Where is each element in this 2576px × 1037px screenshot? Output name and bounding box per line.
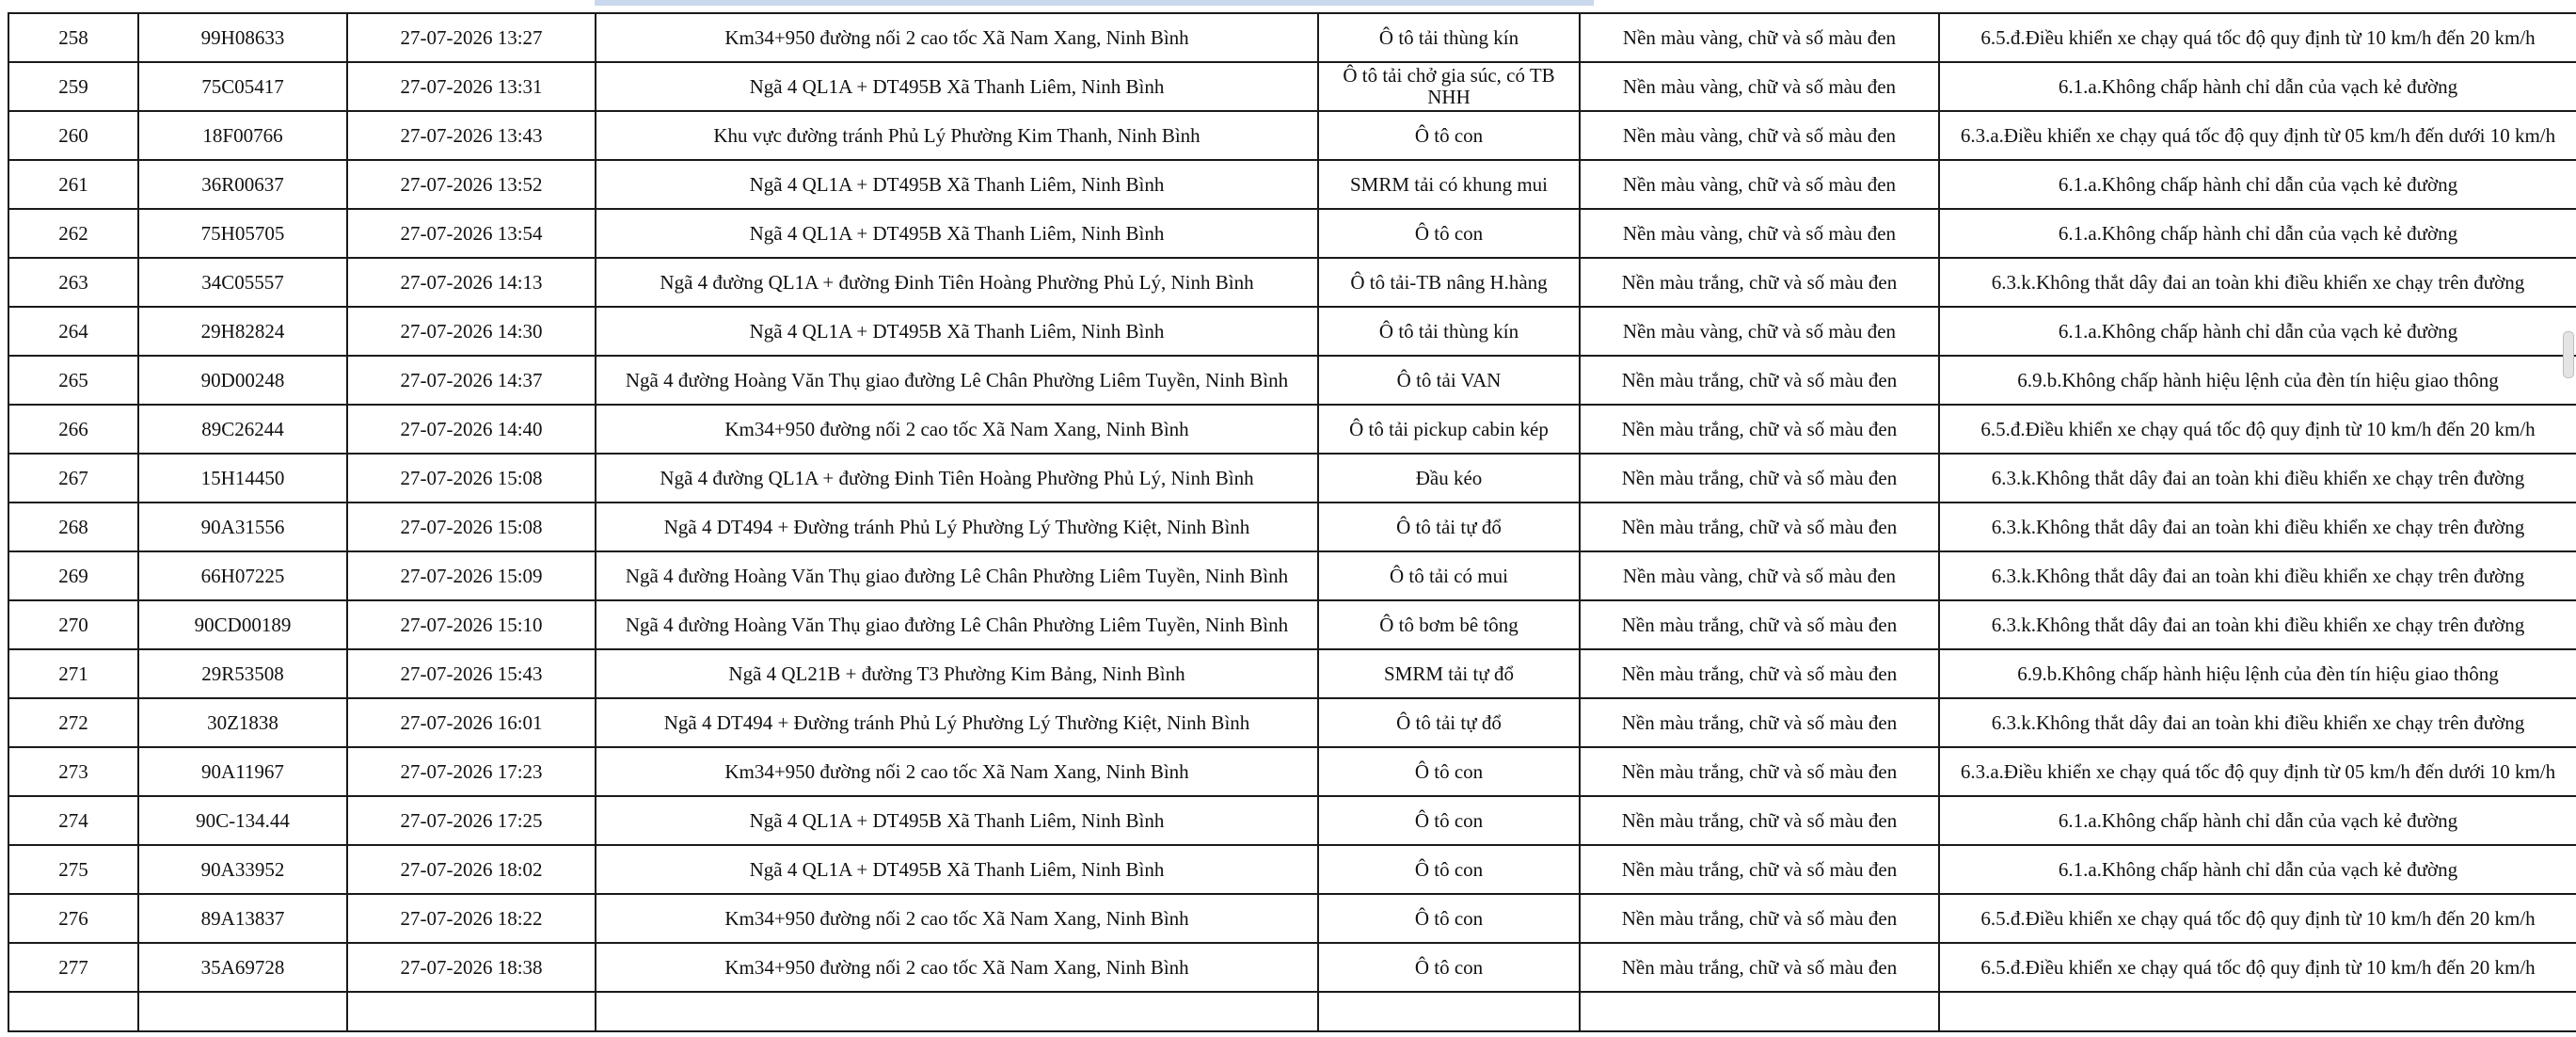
plate-color-cell[interactable]: Nền màu trắng, chữ và số màu đen [1580,845,1939,894]
violation-cell[interactable]: 6.1.a.Không chấp hành chỉ dẫn của vạch kẻ đường [1939,796,2576,845]
previous-row-edge [0,0,2576,8]
row-number-cell[interactable]: 272 [8,698,138,747]
row-number-cell[interactable]: 265 [8,356,138,405]
violation-time-cell[interactable]: 27-07-2026 15:10 [347,600,596,649]
row-number-cell[interactable]: 271 [8,649,138,698]
location-cell[interactable]: Km34+950 đường nối 2 cao tốc Xã Nam Xang, Ninh Bình [596,13,1318,62]
license-plate-cell[interactable]: 90A11967 [138,747,347,796]
license-plate-cell[interactable]: 34C05557 [138,258,347,307]
vehicle-type-cell[interactable]: Ô tô tải thùng kín [1318,13,1580,62]
license-plate-cell[interactable]: 90A31556 [138,503,347,551]
row-number-cell[interactable]: 266 [8,405,138,454]
location-cell [596,992,1318,1031]
row-number-cell[interactable]: 268 [8,503,138,551]
row-number-cell[interactable]: 277 [8,943,138,992]
violation-cell[interactable]: 6.3.k.Không thắt dây đai an toàn khi điều khiển xe chạy trên đường [1939,551,2576,600]
vehicle-type-cell[interactable]: Ô tô tải chở gia súc, có TB NHH [1318,62,1580,111]
license-plate-cell[interactable]: 29H82824 [138,307,347,356]
vehicle-type-cell[interactable]: Ô tô tải VAN [1318,356,1580,405]
license-plate-cell[interactable]: 90D00248 [138,356,347,405]
plate-color-cell[interactable]: Nền màu trắng, chữ và số màu đen [1580,894,1939,943]
location-cell[interactable]: Khu vực đường tránh Phủ Lý Phường Kim Thanh, Ninh Bình [596,111,1318,160]
table-row[interactable] [8,943,2576,992]
violation-time-cell[interactable]: 27-07-2026 17:23 [347,747,596,796]
vehicle-type-cell[interactable]: Ô tô bơm bê tông [1318,600,1580,649]
table-row[interactable] [8,894,2576,943]
vehicle-type-cell[interactable]: SMRM tải tự đổ [1318,649,1580,698]
row-number-cell[interactable]: 276 [8,894,138,943]
vehicle-type-cell[interactable]: Ô tô con [1318,111,1580,160]
license-plate-cell[interactable]: 30Z1838 [138,698,347,747]
row-number-cell[interactable]: 260 [8,111,138,160]
license-plate-cell[interactable]: 89C26244 [138,405,347,454]
location-cell[interactable]: Ngã 4 QL1A + DT495B Xã Thanh Liêm, Ninh Bình [596,209,1318,258]
row-number-cell[interactable]: 259 [8,62,138,111]
location-cell[interactable]: Ngã 4 đường Hoàng Văn Thụ giao đường Lê Chân Phường Liêm Tuyền, Ninh Bình [596,600,1318,649]
table-row-partial [8,992,2576,1031]
table-row[interactable] [8,258,2576,307]
location-cell[interactable]: Km34+950 đường nối 2 cao tốc Xã Nam Xang, Ninh Bình [596,747,1318,796]
license-plate-cell[interactable]: 15H14450 [138,454,347,503]
plate-color-cell[interactable]: Nền màu trắng, chữ và số màu đen [1580,405,1939,454]
row-number-cell[interactable]: 270 [8,600,138,649]
table-row[interactable] [8,13,2576,62]
plate-color-cell[interactable]: Nền màu vàng, chữ và số màu đen [1580,551,1939,600]
violation-cell[interactable]: 6.9.b.Không chấp hành hiệu lệnh của đèn tín hiệu giao thông [1939,356,2576,405]
table-row[interactable] [8,551,2576,600]
table-row[interactable] [8,747,2576,796]
violation-time-cell[interactable]: 27-07-2026 13:31 [347,62,596,111]
violations-table [8,12,2576,1032]
plate-color-cell [1580,992,1939,1031]
violation-cell[interactable]: 6.1.a.Không chấp hành chỉ dẫn của vạch kẻ đường [1939,845,2576,894]
violation-time-cell[interactable]: 27-07-2026 13:52 [347,160,596,209]
violation-time-cell[interactable]: 27-07-2026 15:08 [347,454,596,503]
violation-time-cell[interactable]: 27-07-2026 14:30 [347,307,596,356]
license-plate-cell[interactable]: 35A69728 [138,943,347,992]
plate-color-cell[interactable]: Nền màu trắng, chữ và số màu đen [1580,747,1939,796]
plate-color-cell[interactable]: Nền màu trắng, chữ và số màu đen [1580,943,1939,992]
violation-cell [1939,992,2576,1031]
location-cell[interactable]: Ngã 4 QL21B + đường T3 Phường Kim Bảng, Ninh Bình [596,649,1318,698]
plate-color-cell[interactable]: Nền màu trắng, chữ và số màu đen [1580,796,1939,845]
row-number-cell[interactable]: 269 [8,551,138,600]
vehicle-type-cell[interactable]: Ô tô tải thùng kín [1318,307,1580,356]
violation-time-cell[interactable]: 27-07-2026 15:43 [347,649,596,698]
violation-time-cell[interactable]: 27-07-2026 14:37 [347,356,596,405]
plate-color-cell[interactable]: Nền màu trắng, chữ và số màu đen [1580,356,1939,405]
vehicle-type-cell[interactable]: Ô tô tải pickup cabin kép [1318,405,1580,454]
row-number-cell[interactable]: 274 [8,796,138,845]
row-number-cell[interactable]: 261 [8,160,138,209]
license-plate-cell [138,992,347,1031]
plate-color-cell[interactable]: Nền màu trắng, chữ và số màu đen [1580,454,1939,503]
violation-time-cell[interactable]: 27-07-2026 17:25 [347,796,596,845]
table-row[interactable] [8,600,2576,649]
row-number-cell[interactable]: 263 [8,258,138,307]
row-number-cell[interactable]: 262 [8,209,138,258]
location-cell[interactable]: Ngã 4 QL1A + DT495B Xã Thanh Liêm, Ninh Bình [596,796,1318,845]
violation-cell[interactable]: 6.3.k.Không thắt dây đai an toàn khi điều khiển xe chạy trên đường [1939,454,2576,503]
table-row[interactable] [8,62,2576,111]
table-row[interactable] [8,160,2576,209]
plate-color-cell[interactable]: Nền màu trắng, chữ và số màu đen [1580,258,1939,307]
violation-time-cell[interactable]: 27-07-2026 13:43 [347,111,596,160]
vehicle-type-cell[interactable]: Ô tô tải có mui [1318,551,1580,600]
plate-color-cell[interactable]: Nền màu vàng, chữ và số màu đen [1580,62,1939,111]
vehicle-type-cell[interactable]: Ô tô tải tự đổ [1318,698,1580,747]
vehicle-type-cell[interactable]: Ô tô con [1318,894,1580,943]
violation-time-cell[interactable]: 27-07-2026 16:01 [347,698,596,747]
license-plate-cell[interactable]: 90C-134.44 [138,796,347,845]
vehicle-type-cell[interactable]: Đầu kéo [1318,454,1580,503]
license-plate-cell[interactable]: 75H05705 [138,209,347,258]
vehicle-type-cell[interactable]: Ô tô tải-TB nâng H.hàng [1318,258,1580,307]
plate-color-cell[interactable]: Nền màu vàng, chữ và số màu đen [1580,209,1939,258]
violation-time-cell[interactable]: 27-07-2026 14:40 [347,405,596,454]
plate-color-cell[interactable]: Nền màu trắng, chữ và số màu đen [1580,600,1939,649]
violation-time-cell[interactable]: 27-07-2026 18:02 [347,845,596,894]
vehicle-type-cell[interactable]: Ô tô con [1318,796,1580,845]
row-number-cell[interactable]: 258 [8,13,138,62]
location-cell[interactable]: Km34+950 đường nối 2 cao tốc Xã Nam Xang, Ninh Bình [596,405,1318,454]
location-cell[interactable]: Ngã 4 QL1A + DT495B Xã Thanh Liêm, Ninh Bình [596,307,1318,356]
violation-cell[interactable]: 6.1.a.Không chấp hành chỉ dẫn của vạch kẻ đường [1939,209,2576,258]
table-row[interactable] [8,454,2576,503]
location-cell[interactable]: Km34+950 đường nối 2 cao tốc Xã Nam Xang, Ninh Bình [596,943,1318,992]
vehicle-type-cell[interactable]: Ô tô con [1318,845,1580,894]
table-body [8,13,2576,1031]
table-row[interactable] [8,796,2576,845]
plate-color-cell[interactable]: Nền màu vàng, chữ và số màu đen [1580,13,1939,62]
license-plate-cell[interactable]: 99H08633 [138,13,347,62]
license-plate-cell[interactable]: 36R00637 [138,160,347,209]
violation-time-cell [347,992,596,1031]
violation-time-cell[interactable]: 27-07-2026 15:08 [347,503,596,551]
violation-cell[interactable]: 6.1.a.Không chấp hành chỉ dẫn của vạch kẻ đường [1939,307,2576,356]
violation-time-cell[interactable]: 27-07-2026 14:13 [347,258,596,307]
license-plate-cell[interactable]: 75C05417 [138,62,347,111]
location-cell[interactable]: Ngã 4 DT494 + Đường tránh Phủ Lý Phường Lý Thường Kiệt, Ninh Bình [596,698,1318,747]
plate-color-cell[interactable]: Nền màu vàng, chữ và số màu đen [1580,160,1939,209]
license-plate-cell[interactable]: 89A13837 [138,894,347,943]
vehicle-type-cell [1318,992,1580,1031]
location-cell[interactable]: Ngã 4 đường QL1A + đường Đinh Tiên Hoàng Phường Phủ Lý, Ninh Bình [596,454,1318,503]
location-cell[interactable]: Ngã 4 DT494 + Đường tránh Phủ Lý Phường Lý Thường Kiệt, Ninh Bình [596,503,1318,551]
violation-cell[interactable]: 6.9.b.Không chấp hành hiệu lệnh của đèn tín hiệu giao thông [1939,649,2576,698]
plate-color-cell[interactable]: Nền màu trắng, chữ và số màu đen [1580,649,1939,698]
violation-cell[interactable]: 6.3.k.Không thắt dây đai an toàn khi điều khiển xe chạy trên đường [1939,503,2576,551]
violation-cell[interactable]: 6.5.đ.Điều khiển xe chạy quá tốc độ quy định từ 10 km/h đến 20 km/h [1939,943,2576,992]
location-cell[interactable]: Ngã 4 QL1A + DT495B Xã Thanh Liêm, Ninh Bình [596,845,1318,894]
table-row[interactable] [8,405,2576,454]
table-row[interactable] [8,503,2576,551]
row-number-cell[interactable]: 275 [8,845,138,894]
table-row[interactable] [8,111,2576,160]
violation-cell[interactable]: 6.5.đ.Điều khiển xe chạy quá tốc độ quy định từ 10 km/h đến 20 km/h [1939,894,2576,943]
violation-time-cell[interactable]: 27-07-2026 13:54 [347,209,596,258]
row-number-cell[interactable]: 273 [8,747,138,796]
violation-time-cell[interactable]: 27-07-2026 15:09 [347,551,596,600]
vehicle-type-cell[interactable]: Ô tô tải tự đổ [1318,503,1580,551]
violation-cell[interactable]: 6.3.k.Không thắt dây đai an toàn khi điều khiển xe chạy trên đường [1939,600,2576,649]
vehicle-type-cell[interactable]: Ô tô con [1318,209,1580,258]
plate-color-cell[interactable]: Nền màu trắng, chữ và số màu đen [1580,503,1939,551]
location-cell[interactable]: Km34+950 đường nối 2 cao tốc Xã Nam Xang, Ninh Bình [596,894,1318,943]
row-number-cell[interactable]: 267 [8,454,138,503]
table-row[interactable] [8,209,2576,258]
table-row[interactable] [8,845,2576,894]
plate-color-cell[interactable]: Nền màu vàng, chữ và số màu đen [1580,111,1939,160]
license-plate-cell[interactable]: 90CD00189 [138,600,347,649]
vehicle-type-cell[interactable]: Ô tô con [1318,747,1580,796]
violation-cell[interactable]: 6.3.a.Điều khiển xe chạy quá tốc độ quy định từ 05 km/h đến dưới 10 km/h [1939,747,2576,796]
plate-color-cell[interactable]: Nền màu trắng, chữ và số màu đen [1580,698,1939,747]
location-cell[interactable]: Ngã 4 đường Hoàng Văn Thụ giao đường Lê Chân Phường Liêm Tuyền, Ninh Bình [596,551,1318,600]
table-row[interactable] [8,698,2576,747]
location-cell[interactable]: Ngã 4 đường Hoàng Văn Thụ giao đường Lê Chân Phường Liêm Tuyền, Ninh Bình [596,356,1318,405]
license-plate-cell[interactable]: 29R53508 [138,649,347,698]
vertical-scrollbar[interactable] [2563,331,2574,378]
license-plate-cell[interactable]: 66H07225 [138,551,347,600]
table-row[interactable] [8,649,2576,698]
license-plate-cell[interactable]: 18F00766 [138,111,347,160]
table-row[interactable] [8,307,2576,356]
violation-cell[interactable]: 6.3.k.Không thắt dây đai an toàn khi điều khiển xe chạy trên đường [1939,258,2576,307]
violation-time-cell[interactable]: 27-07-2026 18:22 [347,894,596,943]
location-cell[interactable]: Ngã 4 QL1A + DT495B Xã Thanh Liêm, Ninh Bình [596,160,1318,209]
vehicle-type-cell[interactable]: Ô tô con [1318,943,1580,992]
violation-time-cell[interactable]: 27-07-2026 13:27 [347,13,596,62]
license-plate-cell[interactable]: 90A33952 [138,845,347,894]
vehicle-type-cell[interactable]: SMRM tải có khung mui [1318,160,1580,209]
violation-cell[interactable]: 6.3.a.Điều khiển xe chạy quá tốc độ quy định từ 05 km/h đến dưới 10 km/h [1939,111,2576,160]
violation-cell[interactable]: 6.1.a.Không chấp hành chỉ dẫn của vạch kẻ đường [1939,160,2576,209]
violation-time-cell[interactable]: 27-07-2026 18:38 [347,943,596,992]
location-cell[interactable]: Ngã 4 đường QL1A + đường Đinh Tiên Hoàng Phường Phủ Lý, Ninh Bình [596,258,1318,307]
table-row[interactable] [8,356,2576,405]
violation-cell[interactable]: 6.5.đ.Điều khiển xe chạy quá tốc độ quy định từ 10 km/h đến 20 km/h [1939,13,2576,62]
plate-color-cell[interactable]: Nền màu vàng, chữ và số màu đen [1580,307,1939,356]
violation-cell[interactable]: 6.3.k.Không thắt dây đai an toàn khi điều khiển xe chạy trên đường [1939,698,2576,747]
selection-highlight [595,0,1594,6]
violation-cell[interactable]: 6.1.a.Không chấp hành chỉ dẫn của vạch kẻ đường [1939,62,2576,111]
location-cell[interactable]: Ngã 4 QL1A + DT495B Xã Thanh Liêm, Ninh Bình [596,62,1318,111]
row-number-cell[interactable]: 264 [8,307,138,356]
violation-cell[interactable]: 6.5.đ.Điều khiển xe chạy quá tốc độ quy định từ 10 km/h đến 20 km/h [1939,405,2576,454]
row-number-cell [8,992,138,1031]
